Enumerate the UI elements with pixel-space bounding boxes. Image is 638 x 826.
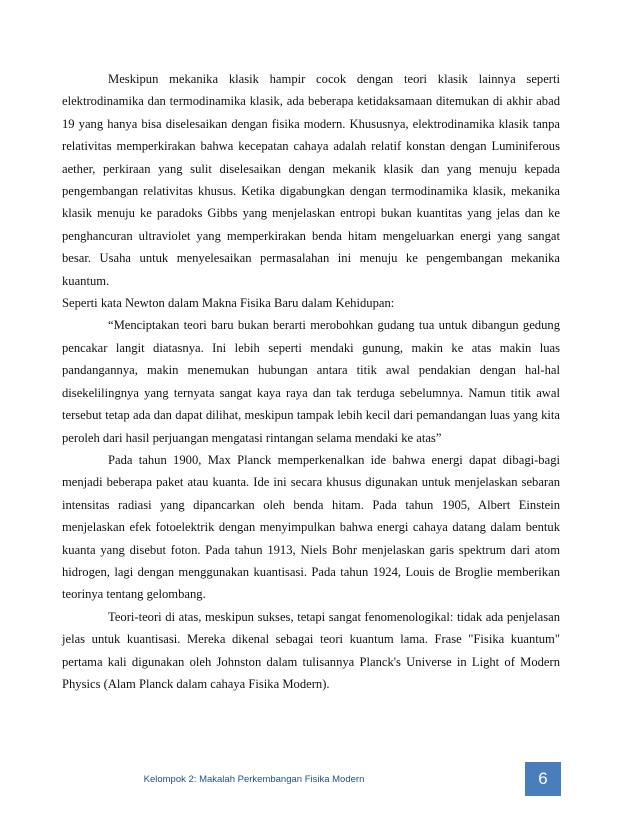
page-footer <box>0 768 638 802</box>
page-number-badge <box>525 762 561 796</box>
paragraph-quantum-theory: Teori-teori di atas, meskipun sukses, tetapi sangat fenomenologikal: tidak ada penjelasan jelas untuk kuantisasi. Mereka dikenal sebagai teori kuantum lama. Frase "Fisika kuantum" pertama kali digunakan oleh Johnston dalam tulisannya Planck's Universe in Light of Modern Physics (Alam Planck dalam cahaya Fisika Modern). <box>62 609 560 691</box>
footer-title <box>0 774 508 785</box>
paragraph-newton-intro: Seperti kata Newton dalam Makna Fisika Baru dalam Kehidupan: <box>62 296 395 311</box>
paragraph-planck: Pada tahun 1900, Max Planck memperkenalkan ide bahwa energi dapat dibagi-bagi menjadi beberapa paket atau kuanta. Ide ini secara khusus digunakan untuk menjelaskan sebaran intensitas radiasi yang dipancarkan oleh benda hitam. Pada tahun 1905, Albert Einstein menjelaskan efek fotoelektrik dengan menyimpulkan bahwa energi cahaya datang dalam bentuk kuanta yang disebut foton. Pada tahun 1913, Niels Bohr menjelaskan garis spektrum dari atom hidrogen, lagi dengan menggunakan kuantisasi. Pada tahun 1924, Louis de Broglie memberikan teorinya tentang gelombang. <box>62 452 560 602</box>
document-body <box>62 68 560 695</box>
paragraph-quote: “Menciptakan teori baru bukan berarti merobohkan gudang tua untuk dibangun gedung pencakar langit diatasnya. Ini lebih seperti mendaki gunung, makin ke atas makin luas pandangannya, makin menemukan hubungan antara titik awal pendakian dengan hal-hal disekelilingnya yang ternyata sangat kaya raya dan tak terduga sebelumnya. Namun titik awal tersebut tetap ada dan dapat dilihat, meskipun tampak lebih kecil dari pemandangan luas yang kita peroleh dari hasil perjuangan mengatasi rintangan selama mendaki ke atas” <box>62 318 560 445</box>
footer-document-title: Makalah Perkembangan Fisika Modern <box>199 774 365 785</box>
footer-group: Kelompok 2: <box>143 774 200 785</box>
paragraph-intro: Meskipun mekanika klasik hampir cocok dengan teori klasik lainnya seperti elektrodinamika dan termodinamika klasik, ada beberapa ketidaksamaan ditemukan di akhir abad 19 yang hanya bisa diselesaikan dengan fisika modern. Khususnya, elektrodinamika klasik tanpa relativitas memperkirakan bahwa kecepatan cahaya adalah relatif konstan dengan Luminiferous aether, perkiraan yang sulit diselesaikan dengan mekanik klasik dan yang menuju kepada pengembangan relativitas khusus. Ketika digabungkan dengan termodinamika klasik, mekanika klasik menuju ke paradoks Gibbs yang menjelaskan entropi bukan kuantitas yang jelas dan ke penghancuran ultraviolet yang memperkirakan benda hitam mengeluarkan energi yang sangat besar. Usaha untuk menyelesaikan permasalahan ini menuju ke pengembangan mekanika kuantum. <box>62 72 560 288</box>
page-number: 6 <box>538 769 548 788</box>
